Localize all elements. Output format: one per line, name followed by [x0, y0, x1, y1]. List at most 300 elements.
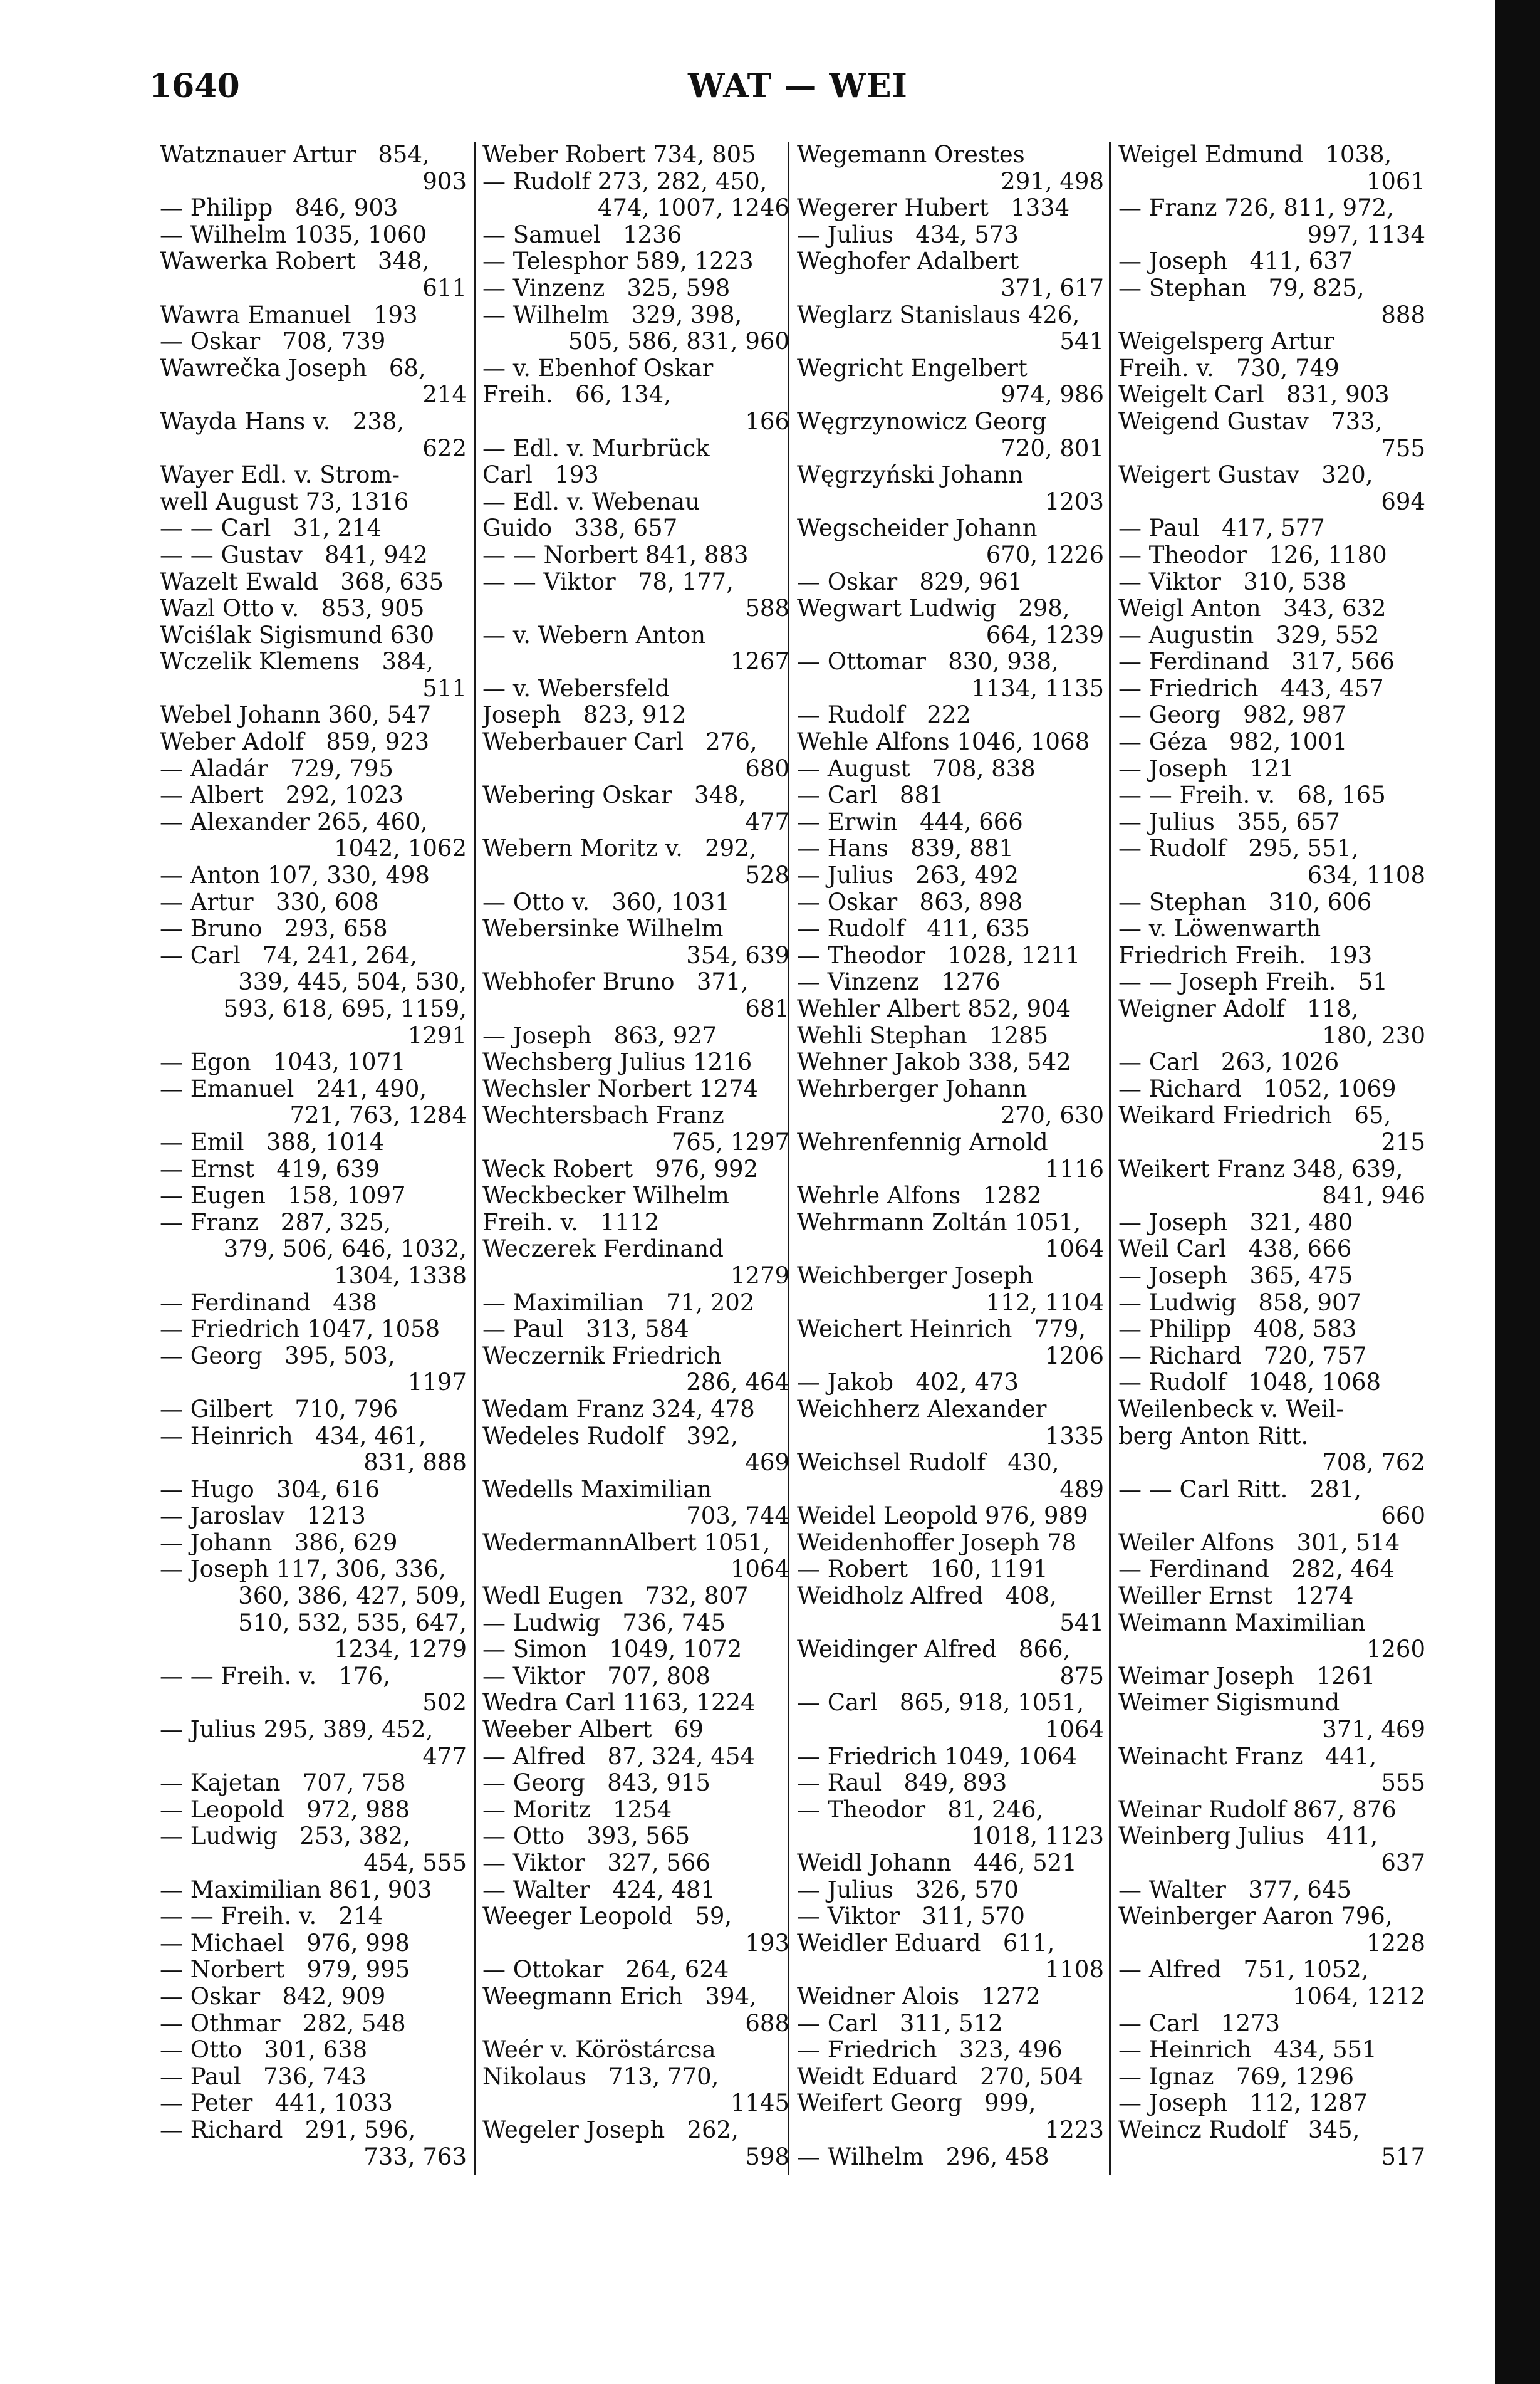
entry-continuation: 454, 555 [363, 1850, 467, 1876]
index-entry: — Walter 377, 645 [1118, 1876, 1351, 1903]
index-entry: — Alexander 265, 460, [160, 808, 428, 835]
index-entry: Weinberg Julius 411, [1118, 1823, 1378, 1850]
entry-continuation: 489 [1059, 1476, 1104, 1503]
entry-continuation: 379, 506, 646, 1032, [223, 1236, 467, 1263]
scan-border [1495, 0, 1540, 2384]
entry-continuation: 703, 744 [686, 1503, 789, 1530]
entry-continuation: 502 [422, 1690, 467, 1717]
index-entry: — Paul 417, 577 [1118, 515, 1325, 542]
index-entry: Webering Oskar 348, [482, 782, 746, 809]
entry-continuation: 733, 763 [363, 2143, 467, 2170]
index-entry: Weigend Gustav 733, [1118, 408, 1383, 435]
index-entry: — Moritz 1254 [482, 1796, 672, 1823]
entry-continuation: 708, 762 [1322, 1450, 1425, 1477]
index-entry: — Georg 843, 915 [482, 1770, 710, 1797]
entry-continuation: 634, 1108 [1307, 862, 1425, 889]
entry-continuation: 1260 [1366, 1636, 1425, 1663]
entry-continuation: 270, 630 [1001, 1102, 1104, 1129]
index-entry: — Ferdinand 438 [160, 1289, 377, 1316]
index-entry: — — Norbert 841, 883 [482, 541, 749, 568]
index-entry: Wciślak Sigismund 630 [160, 622, 435, 649]
index-entry: Weidler Eduard 611, [797, 1930, 1055, 1957]
index-entry: — Viktor 707, 808 [482, 1663, 710, 1690]
entry-continuation: 720, 801 [1001, 435, 1104, 462]
entry-continuation: 1197 [407, 1369, 467, 1396]
entry-continuation: 541 [1059, 1609, 1104, 1636]
entry-continuation: 1335 [1044, 1423, 1104, 1450]
index-entry: — Anton 107, 330, 498 [160, 862, 430, 889]
entry-continuation: 286, 464 [686, 1369, 789, 1396]
index-entry: — Paul 736, 743 [160, 2063, 367, 2090]
index-entry: Weigert Gustav 320, [1118, 462, 1373, 489]
column-rule [474, 142, 476, 2175]
index-entry: — Norbert 979, 995 [160, 1957, 410, 1984]
index-entry: Weimar Joseph 1261 [1118, 1663, 1376, 1690]
index-entry: Weber Adolf 859, 923 [160, 729, 430, 756]
index-entry: — Leopold 972, 988 [160, 1796, 410, 1823]
entry-continuation: 528 [745, 862, 789, 889]
index-entry: Weiler Alfons 301, 514 [1118, 1529, 1400, 1556]
index-entry: Wehrle Alfons 1282 [797, 1183, 1042, 1210]
index-entry: Freih. 66, 134, [482, 382, 671, 409]
index-entry: — — Carl 31, 214 [160, 515, 382, 542]
index-entry: — Julius 326, 570 [797, 1876, 1019, 1903]
index-entry: Wawrečka Joseph 68, [160, 355, 426, 382]
index-entry: — Friedrich 1049, 1064 [797, 1743, 1078, 1770]
entry-continuation: 505, 586, 831, 960 [568, 328, 789, 355]
index-entry: — Carl 263, 1026 [1118, 1049, 1340, 1076]
index-entry: Weiller Ernst 1274 [1118, 1583, 1354, 1610]
index-entry: Weczerek Ferdinand [482, 1236, 724, 1263]
index-entry: — Joseph 411, 637 [1118, 248, 1353, 275]
index-entry: Weck Robert 976, 992 [482, 1156, 759, 1183]
index-entry: — Julius 434, 573 [797, 221, 1019, 248]
index-entry: Weigelsperg Artur [1118, 328, 1334, 355]
index-entry: Wegscheider Johann [797, 515, 1038, 542]
index-entry: Weimann Maximilian [1118, 1609, 1366, 1636]
index-entry: — Johann 386, 629 [160, 1529, 398, 1556]
index-entry: Weghofer Adalbert [797, 248, 1019, 275]
index-entry: — Carl 881 [797, 782, 944, 809]
index-entry: Wegricht Engelbert [797, 355, 1028, 382]
entry-continuation: 1064 [1044, 1717, 1104, 1744]
index-entry: — Egon 1043, 1071 [160, 1049, 406, 1076]
index-entry: — Alfred 87, 324, 454 [482, 1743, 755, 1770]
index-entry: — Theodor 1028, 1211 [797, 942, 1081, 969]
entry-continuation: 1064 [1044, 1236, 1104, 1263]
index-entry: — — Joseph Freih. 51 [1118, 969, 1388, 996]
index-entry: Weilenbeck v. Weil- [1118, 1396, 1344, 1423]
index-entry: — Wilhelm 329, 398, [482, 301, 742, 328]
entry-continuation: 510, 532, 535, 647, [238, 1609, 467, 1636]
index-entry: — Samuel 1236 [482, 221, 682, 248]
index-entry: — Viktor 311, 570 [797, 1903, 1025, 1930]
index-entry: — v. Webern Anton [482, 622, 706, 649]
entry-continuation: 477 [745, 808, 789, 835]
entry-continuation: 622 [422, 435, 467, 462]
index-entry: Węgrzyński Johann [797, 462, 1024, 489]
entry-continuation: 511 [422, 675, 467, 702]
entry-continuation: 180, 230 [1322, 1022, 1425, 1049]
entry-continuation: 1279 [730, 1262, 789, 1289]
index-entry: — Wilhelm 1035, 1060 [160, 221, 427, 248]
index-entry: Wedl Eugen 732, 807 [482, 1583, 749, 1610]
index-entry: — Viktor 327, 566 [482, 1850, 710, 1876]
index-entry: — Emil 388, 1014 [160, 1129, 385, 1156]
index-entry: — Joseph 121 [1118, 755, 1294, 782]
entry-continuation: 1206 [1044, 1342, 1104, 1369]
entry-continuation: 888 [1381, 301, 1425, 328]
index-entry: — Rudolf 411, 635 [797, 916, 1030, 943]
index-entry: Weigl Anton 343, 632 [1118, 595, 1387, 622]
index-entry: — Hans 839, 881 [797, 835, 1014, 862]
index-column-4 [1118, 142, 1425, 2172]
index-entry: Carl 193 [482, 462, 599, 489]
index-entry: — Franz 287, 325, [160, 1209, 392, 1236]
entry-continuation: 291, 498 [1001, 168, 1104, 195]
index-entry: — Oskar 708, 739 [160, 328, 386, 355]
entry-continuation: 214 [422, 382, 467, 409]
entry-continuation: 765, 1297 [671, 1129, 789, 1156]
index-entry: — Richard 1052, 1069 [1118, 1075, 1397, 1102]
page-header [149, 61, 1446, 112]
entry-continuation: 215 [1381, 1129, 1425, 1156]
index-entry: — v. Löwenwarth [1118, 916, 1321, 943]
index-entry: — Artur 330, 608 [160, 889, 379, 916]
entry-continuation: 477 [422, 1743, 467, 1770]
index-entry: Wehler Albert 852, 904 [797, 996, 1071, 1022]
entry-continuation: 339, 445, 504, 530, [238, 969, 467, 996]
entry-continuation: 997, 1134 [1307, 221, 1425, 248]
index-entry: Wedra Carl 1163, 1224 [482, 1690, 756, 1717]
index-entry: — Theodor 126, 1180 [1118, 541, 1387, 568]
index-entry: Nikolaus 713, 770, [482, 2063, 719, 2090]
index-entry: Węgrzynowicz Georg [797, 408, 1047, 435]
index-entry: Weeger Leopold 59, [482, 1903, 732, 1930]
index-entry: WedermannAlbert 1051, [482, 1529, 771, 1556]
entry-continuation: 694 [1381, 488, 1425, 515]
entry-continuation: 354, 639 [686, 942, 789, 969]
entry-continuation: 166 [745, 408, 789, 435]
index-entry: Wedam Franz 324, 478 [482, 1396, 755, 1423]
entry-continuation: 680 [745, 755, 789, 782]
index-entry: — Joseph 321, 480 [1118, 1209, 1353, 1236]
index-entry: — Heinrich 434, 461, [160, 1423, 426, 1450]
index-entry: Weglarz Stanislaus 426, [797, 301, 1080, 328]
entry-continuation: 371, 469 [1322, 1717, 1425, 1744]
index-entry: Weigelt Carl 831, 903 [1118, 382, 1390, 409]
index-entry: Weichherz Alexander [797, 1396, 1047, 1423]
index-entry: — Vinzenz 325, 598 [482, 274, 731, 301]
index-entry: — Otto 301, 638 [160, 2037, 368, 2064]
index-entry: — Joseph 365, 475 [1118, 1262, 1353, 1289]
index-column-2 [482, 142, 789, 2172]
entry-continuation: 721, 763, 1284 [289, 1102, 467, 1129]
index-entry: — Rudolf 222 [797, 702, 971, 729]
index-entry: Weigel Edmund 1038, [1118, 142, 1392, 168]
index-entry: Freih. v. 730, 749 [1118, 355, 1340, 382]
index-entry: — Othmar 282, 548 [160, 2010, 406, 2037]
index-entry: — — Carl Ritt. 281, [1118, 1476, 1362, 1503]
entry-continuation: 469 [745, 1450, 789, 1477]
entry-continuation: 1116 [1044, 1156, 1104, 1183]
index-entry: — Emanuel 241, 490, [160, 1075, 427, 1102]
index-entry: — Viktor 310, 538 [1118, 568, 1346, 595]
index-entry: — Peter 441, 1033 [160, 2090, 393, 2117]
index-entry: Weincz Rudolf 345, [1118, 2116, 1360, 2143]
index-entry: — Robert 160, 1191 [797, 1556, 1048, 1583]
entry-continuation: 1064 [730, 1556, 789, 1583]
entry-continuation: 1291 [407, 1022, 467, 1049]
index-entry: — Stephan 79, 825, [1118, 274, 1365, 301]
entry-continuation: 1018, 1123 [971, 1823, 1104, 1850]
index-entry: — Rudolf 273, 282, 450, [482, 168, 767, 195]
entry-continuation: 360, 386, 427, 509, [238, 1583, 467, 1610]
index-entry: — Oskar 829, 961 [797, 568, 1023, 595]
index-entry: Freih. v. 1112 [482, 1209, 660, 1236]
index-entry: — Augustin 329, 552 [1118, 622, 1380, 649]
index-entry: — Julius 263, 492 [797, 862, 1019, 889]
entry-continuation: 611 [422, 274, 467, 301]
index-entry: Wechtersbach Franz [482, 1102, 724, 1129]
index-entry: — Vinzenz 1276 [797, 969, 1001, 996]
entry-continuation: 831, 888 [363, 1450, 467, 1477]
entry-continuation: 637 [1381, 1850, 1425, 1876]
index-entry: — Ignaz 769, 1296 [1118, 2063, 1355, 2090]
index-entry: — Edl. v. Murbrück [482, 435, 710, 462]
index-entry: Wehrenfennig Arnold [797, 1129, 1048, 1156]
index-entry: — Telesphor 589, 1223 [482, 248, 754, 275]
entry-continuation: 1234, 1279 [334, 1636, 467, 1663]
index-entry: — Joseph 117, 306, 336, [160, 1556, 446, 1583]
entry-continuation: 193 [745, 1930, 789, 1957]
index-entry: Wechsler Norbert 1274 [482, 1075, 759, 1102]
index-entry: Watznauer Artur 854, [160, 142, 430, 168]
index-entry: — Philipp 846, 903 [160, 195, 398, 222]
index-entry: Guido 338, 657 [482, 515, 678, 542]
entry-continuation: 1064, 1212 [1293, 1983, 1425, 2010]
index-entry: Joseph 823, 912 [482, 702, 687, 729]
index-entry: — — Freih. v. 68, 165 [1118, 782, 1386, 809]
entry-continuation: 1134, 1135 [971, 675, 1104, 702]
entry-continuation: 1203 [1044, 488, 1104, 515]
index-entry: Wawerka Robert 348, [160, 248, 430, 275]
index-entry: — Hugo 304, 616 [160, 1476, 380, 1503]
index-entry: Wedells Maximilian [482, 1476, 712, 1503]
index-entry: — Kajetan 707, 758 [160, 1770, 406, 1797]
entry-continuation: 517 [1381, 2143, 1425, 2170]
entry-continuation: 598 [745, 2143, 789, 2170]
index-entry: — Ernst 419, 639 [160, 1156, 380, 1183]
index-entry: — Jaroslav 1213 [160, 1503, 366, 1530]
index-entry: — Otto v. 360, 1031 [482, 889, 730, 916]
index-entry: — Wilhelm 296, 458 [797, 2143, 1049, 2170]
index-entry: — Raul 849, 893 [797, 1770, 1007, 1797]
index-entry: — Franz 726, 811, 972, [1118, 195, 1394, 222]
index-entry: — Otto 393, 565 [482, 1823, 690, 1850]
index-entry: Friedrich Freih. 193 [1118, 942, 1373, 969]
index-entry: Weifert Georg 999, [797, 2090, 1036, 2117]
index-entry: Weegmann Erich 394, [482, 1983, 757, 2010]
index-entry: — — Freih. v. 176, [160, 1663, 390, 1690]
index-entry: Weér v. Köröstárcsa [482, 2037, 716, 2064]
index-entry: Weidt Eduard 270, 504 [797, 2063, 1084, 2090]
index-entry: Wczelik Klemens 384, [160, 649, 434, 676]
index-entry: — Oskar 863, 898 [797, 889, 1023, 916]
index-entry: Weimer Sigismund [1118, 1690, 1340, 1717]
index-entry: Weidel Leopold 976, 989 [797, 1503, 1088, 1530]
index-entry: — v. Ebenhof Oskar [482, 355, 714, 382]
index-entry: — Edl. v. Webenau [482, 488, 700, 515]
index-entry: Wedeles Rudolf 392, [482, 1423, 738, 1450]
index-entry: — Géza 982, 1001 [1118, 729, 1348, 756]
index-entry: Webel Johann 360, 547 [160, 702, 432, 729]
entry-continuation: 681 [745, 996, 789, 1022]
index-entry: Weinar Rudolf 867, 876 [1118, 1796, 1397, 1823]
entry-continuation: 841, 946 [1322, 1183, 1425, 1210]
index-entry: Weidner Alois 1272 [797, 1983, 1041, 2010]
index-entry: Wehle Alfons 1046, 1068 [797, 729, 1090, 756]
index-entry: Wayer Edl. v. Strom- [160, 462, 400, 489]
entry-continuation: 1304, 1338 [334, 1262, 467, 1289]
index-column-3 [797, 142, 1104, 2172]
entry-continuation: 112, 1104 [986, 1289, 1104, 1316]
column-rule [1109, 142, 1111, 2175]
index-entry: — Ferdinand 282, 464 [1118, 1556, 1395, 1583]
index-entry: berg Anton Ritt. [1118, 1423, 1309, 1450]
index-entry: Weidinger Alfred 866, [797, 1636, 1071, 1663]
index-entry: — Friedrich 1047, 1058 [160, 1316, 440, 1343]
entry-continuation: 688 [745, 2010, 789, 2037]
entry-continuation: 664, 1239 [986, 622, 1104, 649]
entry-continuation: 1108 [1044, 1957, 1104, 1984]
index-entry: — Aladár 729, 795 [160, 755, 393, 782]
index-entry: — Julius 355, 657 [1118, 808, 1340, 835]
index-entry: Webern Moritz v. 292, [482, 835, 757, 862]
alphabetic-range: WAT — WEI [688, 67, 908, 105]
index-entry: Weinacht Franz 441, [1118, 1743, 1377, 1770]
index-entry: — Maximilian 861, 903 [160, 1876, 432, 1903]
index-entry: — — Viktor 78, 177, [482, 568, 734, 595]
entry-continuation: 1267 [730, 649, 789, 676]
index-entry: Weikert Franz 348, 639, [1118, 1156, 1403, 1183]
index-entry: Wechsberg Julius 1216 [482, 1049, 752, 1076]
index-entry: Wehrberger Johann [797, 1075, 1028, 1102]
index-entry: Weidholz Alfred 408, [797, 1583, 1057, 1610]
index-entry: — Carl 1273 [1118, 2010, 1281, 2037]
index-entry: — Rudolf 1048, 1068 [1118, 1369, 1381, 1396]
index-entry: — Richard 291, 596, [160, 2116, 416, 2143]
index-entry: — Eugen 158, 1097 [160, 1183, 406, 1210]
index-entry: — Oskar 842, 909 [160, 1983, 386, 2010]
index-entry: — Bruno 293, 658 [160, 916, 388, 943]
index-entry: — Alfred 751, 1052, [1118, 1957, 1369, 1984]
entry-continuation: 474, 1007, 1246 [598, 195, 789, 222]
index-entry: — Carl 311, 512 [797, 2010, 1003, 2037]
index-entry: Wegemann Orestes [797, 142, 1025, 168]
index-entry: Wazelt Ewald 368, 635 [160, 568, 444, 595]
index-entry: — Ludwig 253, 382, [160, 1823, 410, 1850]
index-entry: — — Freih. v. 214 [160, 1903, 383, 1930]
index-entry: — Julius 295, 389, 452, [160, 1717, 434, 1744]
index-entry: Weichsel Rudolf 430, [797, 1450, 1059, 1477]
index-entry: — Stephan 310, 606 [1118, 889, 1372, 916]
index-entry: — Georg 982, 987 [1118, 702, 1346, 729]
index-entry: — Joseph 863, 927 [482, 1022, 717, 1049]
entry-continuation: 660 [1381, 1503, 1425, 1530]
entry-continuation: 974, 986 [1001, 382, 1104, 409]
index-entry: Wehli Stephan 1285 [797, 1022, 1049, 1049]
index-entry: Wehrmann Zoltán 1051, [797, 1209, 1081, 1236]
index-entry: Wegeler Joseph 262, [482, 2116, 739, 2143]
index-entry: — Ottokar 264, 624 [482, 1957, 729, 1984]
index-entry: Weeber Albert 69 [482, 1717, 704, 1744]
index-entry: — Georg 395, 503, [160, 1342, 395, 1369]
index-entry: — August 708, 838 [797, 755, 1036, 782]
entry-continuation: 371, 617 [1001, 274, 1104, 301]
index-entry: Weikard Friedrich 65, [1118, 1102, 1392, 1129]
index-entry: — Rudolf 295, 551, [1118, 835, 1359, 862]
index-entry: — v. Webersfeld [482, 675, 670, 702]
index-entry: — Paul 313, 584 [482, 1316, 689, 1343]
index-entry: — Michael 976, 998 [160, 1930, 410, 1957]
index-entry: — Albert 292, 1023 [160, 782, 404, 809]
index-entry: well August 73, 1316 [160, 488, 409, 515]
index-entry: Webhofer Bruno 371, [482, 969, 749, 996]
index-entry: Weckbecker Wilhelm [482, 1183, 729, 1210]
index-entry: — Gilbert 710, 796 [160, 1396, 398, 1423]
index-entry: — Theodor 81, 246, [797, 1796, 1044, 1823]
entry-continuation: 541 [1059, 328, 1104, 355]
index-entry: — Carl 74, 241, 264, [160, 942, 418, 969]
entry-continuation: 670, 1226 [986, 541, 1104, 568]
entry-continuation: 1061 [1366, 168, 1425, 195]
index-entry: — Ludwig 736, 745 [482, 1609, 726, 1636]
index-entry: Weichberger Joseph [797, 1262, 1034, 1289]
index-entry: Weber Robert 734, 805 [482, 142, 756, 168]
index-column-1 [160, 142, 467, 2172]
index-entry: — — Gustav 841, 942 [160, 541, 428, 568]
index-entry: — Carl 865, 918, 1051, [797, 1690, 1085, 1717]
index-entry: — Richard 720, 757 [1118, 1342, 1367, 1369]
entry-continuation: 755 [1381, 435, 1425, 462]
entry-continuation: 903 [422, 168, 467, 195]
index-entry: Webersinke Wilhelm [482, 916, 724, 943]
index-entry: Weidl Johann 446, 521 [797, 1850, 1077, 1876]
entry-continuation: 1042, 1062 [334, 835, 467, 862]
index-entry: Weigner Adolf 118, [1118, 996, 1359, 1022]
index-entry: Weichert Heinrich 779, [797, 1316, 1086, 1343]
index-entry: — Jakob 402, 473 [797, 1369, 1019, 1396]
index-entry: — Philipp 408, 583 [1118, 1316, 1357, 1343]
index-entry: Weidenhoffer Joseph 78 [797, 1529, 1077, 1556]
index-entry: Wehner Jakob 338, 542 [797, 1049, 1071, 1076]
index-entry: Wayda Hans v. 238, [160, 408, 405, 435]
index-entry: Weczernik Friedrich [482, 1342, 722, 1369]
index-entry: — Friedrich 443, 457 [1118, 675, 1384, 702]
index-entry: — Ottomar 830, 938, [797, 649, 1059, 676]
index-entry: Weinberger Aaron 796, [1118, 1903, 1393, 1930]
index-entry: Wegwart Ludwig 298, [797, 595, 1070, 622]
page-number: 1640 [149, 67, 240, 105]
index-entry: — Walter 424, 481 [482, 1876, 715, 1903]
index-entry: Weberbauer Carl 276, [482, 729, 757, 756]
index-entry: Weil Carl 438, 666 [1118, 1236, 1352, 1263]
entry-continuation: 593, 618, 695, 1159, [223, 996, 467, 1022]
index-entry: Wawra Emanuel 193 [160, 301, 418, 328]
entry-continuation: 588 [745, 595, 789, 622]
index-entry: — Maximilian 71, 202 [482, 1289, 755, 1316]
